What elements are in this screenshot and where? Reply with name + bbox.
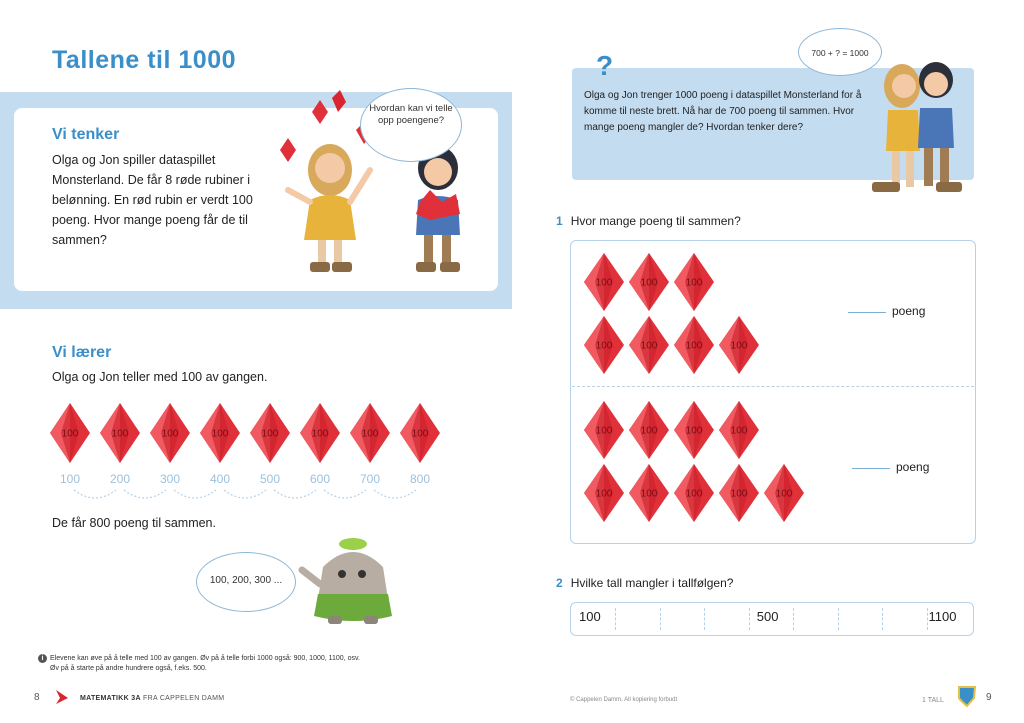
task-2-number: 2 xyxy=(556,576,563,590)
answer-unit: poeng xyxy=(896,460,930,474)
think-speech-bubble: Hvordan kan vi telle opp poengene? xyxy=(360,88,462,162)
sequence-separator xyxy=(927,608,928,630)
ruby-100-icon xyxy=(629,464,669,522)
ruby-100-icon xyxy=(100,403,140,463)
ruby-100-icon xyxy=(250,403,290,463)
task-2 xyxy=(556,576,733,590)
monster-illustration xyxy=(298,532,408,627)
equation-bubble: 700 + ? = 1000 xyxy=(798,28,882,76)
ruby-label: 100 xyxy=(775,488,793,500)
ruby-label: 100 xyxy=(595,488,613,500)
count-arc xyxy=(324,490,366,498)
ruby-label: 100 xyxy=(261,428,279,440)
answer-group-1[interactable] xyxy=(848,304,925,318)
page-number-right: 9 xyxy=(986,692,992,703)
task-2-label: Hvilke tall mangler i tallfølgen? xyxy=(570,576,734,590)
ruby-label: 100 xyxy=(730,425,748,437)
sequence-number: 100 xyxy=(579,609,601,624)
answer-group-2[interactable] xyxy=(852,460,929,474)
ruby-label: 100 xyxy=(730,488,748,500)
chapter-label: 1 TALL xyxy=(922,697,944,704)
sequence-separator xyxy=(615,608,616,630)
ruby-icon xyxy=(332,90,346,112)
count-arc xyxy=(74,490,116,498)
ruby-label: 100 xyxy=(640,425,658,437)
sequence-number: 1100 xyxy=(928,609,957,624)
count-number: 200 xyxy=(109,472,131,486)
counting-numbers xyxy=(48,472,448,508)
ruby-label: 100 xyxy=(161,428,179,440)
answer-blank[interactable] xyxy=(852,468,890,469)
ruby-100-icon xyxy=(674,253,714,311)
count-number: 300 xyxy=(159,472,181,486)
ruby-label: 100 xyxy=(640,340,658,352)
ruby-label: 100 xyxy=(640,277,658,289)
ruby-label: 100 xyxy=(685,277,703,289)
book-publisher: FRA CAPPELEN DAMM xyxy=(140,695,225,702)
ruby-100-icon xyxy=(719,316,759,374)
think-heading: Vi tenker xyxy=(52,126,120,143)
ruby-100-icon xyxy=(674,464,714,522)
count-arc xyxy=(224,490,266,498)
olga-jon-back-to-back-illustration xyxy=(862,56,972,198)
ruby-label: 100 xyxy=(640,488,658,500)
ruby-100-icon xyxy=(584,316,624,374)
ruby-100-icon xyxy=(584,253,624,311)
count-arc xyxy=(174,490,216,498)
ruby-label: 100 xyxy=(211,428,229,440)
sequence-separator xyxy=(749,608,750,630)
teacher-note xyxy=(38,654,468,674)
ruby-icon xyxy=(280,138,296,162)
publisher-logo-icon xyxy=(52,688,72,706)
ruby-100-icon xyxy=(300,403,340,463)
page-number-left: 8 xyxy=(34,692,40,703)
ruby-100-icon xyxy=(629,253,669,311)
monster-speech-bubble: 100, 200, 300 ... xyxy=(196,552,296,612)
task-1 xyxy=(556,214,741,228)
sequence-separator xyxy=(838,608,839,630)
ruby-label: 100 xyxy=(685,340,703,352)
ruby-100-icon xyxy=(629,316,669,374)
ruby-label: 100 xyxy=(311,428,329,440)
ruby-label: 100 xyxy=(730,340,748,352)
ruby-label: 100 xyxy=(111,428,129,440)
learn-text: Olga og Jon teller med 100 av gangen. xyxy=(52,370,268,384)
question-mark: ? xyxy=(596,50,614,81)
ruby-100-icon xyxy=(200,403,240,463)
count-arc xyxy=(274,490,316,498)
ruby-100-icon xyxy=(674,316,714,374)
count-arc xyxy=(374,490,416,498)
ruby-icon xyxy=(312,100,328,124)
sequence-separator xyxy=(793,608,794,630)
ruby-row xyxy=(48,400,448,470)
ruby-100-icon xyxy=(584,401,624,459)
count-number: 800 xyxy=(409,472,431,486)
count-arc xyxy=(124,490,166,498)
task-1-number: 1 xyxy=(556,214,563,228)
teacher-note-line1: Elevene kan øve på å telle med 100 av gangen. Øv på å telle forbi 1000 også: 900, 1000, 1100, osv. xyxy=(50,655,360,662)
ruby-100-icon xyxy=(350,403,390,463)
ruby-label: 100 xyxy=(685,488,703,500)
count-number: 700 xyxy=(359,472,381,486)
think-text: Olga og Jon spiller dataspillet Monsterland. De får 8 røde rubiner i belønning. En rød rubin er verdt 100 poeng. Hvor mange poeng får de til sammen? xyxy=(52,153,253,247)
ruby-100-icon xyxy=(50,403,90,463)
answer-unit: poeng xyxy=(892,304,926,318)
count-number: 600 xyxy=(309,472,331,486)
ruby-100-icon xyxy=(764,464,804,522)
ruby-label: 100 xyxy=(595,425,613,437)
ruby-100-icon xyxy=(584,464,624,522)
ruby-100-icon xyxy=(400,403,440,463)
book-name: MATEMATIKK 3A xyxy=(80,695,141,702)
question-text: Olga og Jon trenger 1000 poeng i dataspillet Monsterland for å komme til neste brett. Nå har de 700 poeng til sammen. Hvor mange poeng mangler de? Hvordan tenker dere? xyxy=(584,90,862,133)
ruby-label: 100 xyxy=(361,428,379,440)
ruby-label: 100 xyxy=(411,428,429,440)
ruby-100-icon xyxy=(719,464,759,522)
ruby-label: 100 xyxy=(595,277,613,289)
book-title xyxy=(80,695,224,702)
ruby-groups xyxy=(578,246,828,538)
copyright: © Cappelen Damm. All kopiering forbudt xyxy=(570,697,678,703)
learn-heading: Vi lærer xyxy=(52,344,112,361)
sequence-separator xyxy=(704,608,705,630)
number-sequence xyxy=(570,602,974,636)
count-number: 400 xyxy=(209,472,231,486)
sequence-separator xyxy=(660,608,661,630)
learn-result: De får 800 poeng til sammen. xyxy=(52,516,216,530)
ruby-100-icon xyxy=(150,403,190,463)
info-icon: i xyxy=(38,654,47,663)
sequence-number: 500 xyxy=(756,609,779,624)
ruby-label: 100 xyxy=(595,340,613,352)
sequence-separator xyxy=(882,608,883,630)
count-number: 500 xyxy=(259,472,281,486)
answer-blank[interactable] xyxy=(848,312,886,313)
ruby-100-icon xyxy=(629,401,669,459)
task-1-label: Hvor mange poeng til sammen? xyxy=(570,214,741,228)
page-title: Tallene til 1000 xyxy=(52,46,237,74)
chapter-shield-icon xyxy=(956,684,978,708)
ruby-100-icon xyxy=(674,401,714,459)
teacher-note-line2: Øv på å starte på andre hundrere også, f.eks. 500. xyxy=(50,665,207,672)
ruby-label: 100 xyxy=(685,425,703,437)
count-number: 100 xyxy=(59,472,81,486)
ruby-100-icon xyxy=(719,401,759,459)
ruby-label: 100 xyxy=(61,428,79,440)
